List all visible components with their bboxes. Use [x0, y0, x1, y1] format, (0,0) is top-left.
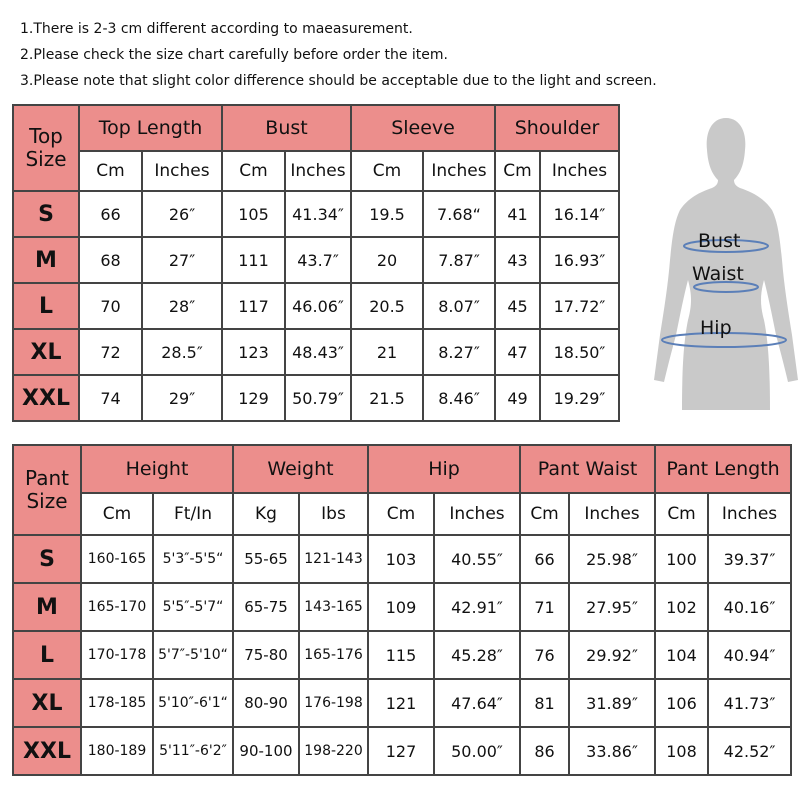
cell: 18.50″	[540, 329, 619, 375]
size-label: S	[13, 535, 81, 583]
cell: 21.5	[351, 375, 423, 421]
cell: 47.64″	[434, 679, 520, 727]
cell: 16.93″	[540, 237, 619, 283]
cell: 45	[495, 283, 540, 329]
cell: 20	[351, 237, 423, 283]
unit-cell: Cm	[222, 151, 285, 191]
cell: 74	[79, 375, 142, 421]
cell: 7.68“	[423, 191, 495, 237]
cell: 121-143	[299, 535, 368, 583]
figure-label-bust: Bust	[698, 230, 741, 252]
cell: 105	[222, 191, 285, 237]
table-row	[13, 283, 619, 329]
cell: 17.72″	[540, 283, 619, 329]
cell: 198-220	[299, 727, 368, 775]
unit-cell: Cm	[495, 151, 540, 191]
cell: 72	[79, 329, 142, 375]
cell: 86	[520, 727, 569, 775]
cell: 104	[655, 631, 708, 679]
cell: 31.89″	[569, 679, 655, 727]
table-row	[13, 237, 619, 283]
size-label: M	[13, 237, 79, 283]
cell: 5'11″-6'2″	[153, 727, 233, 775]
cell: 129	[222, 375, 285, 421]
note-1: 1.There is 2-3 cm different according to maeasurement.	[20, 21, 413, 37]
unit-cell: Inches	[423, 151, 495, 191]
size-label: XXL	[13, 727, 81, 775]
cell: 178-185	[81, 679, 153, 727]
header-hip: Hip	[368, 445, 520, 493]
cell: 160-165	[81, 535, 153, 583]
size-label: XL	[13, 679, 81, 727]
cell: 5'5″-5'7“	[153, 583, 233, 631]
cell: 28″	[142, 283, 222, 329]
table-row	[13, 583, 791, 631]
notes	[20, 16, 657, 94]
size-label: L	[13, 631, 81, 679]
header-shoulder: Shoulder	[495, 105, 619, 151]
cell: 28.5″	[142, 329, 222, 375]
top-size-corner	[13, 105, 79, 191]
cell: 39.37″	[708, 535, 791, 583]
corner-line-1: Top	[29, 124, 63, 148]
cell: 170-178	[81, 631, 153, 679]
cell: 41.34″	[285, 191, 351, 237]
cell: 5'7″-5'10“	[153, 631, 233, 679]
pant-size-corner	[13, 445, 81, 535]
cell: 41	[495, 191, 540, 237]
unit-cell: Kg	[233, 493, 299, 535]
cell: 108	[655, 727, 708, 775]
cell: 48.43″	[285, 329, 351, 375]
cell: 25.98″	[569, 535, 655, 583]
header-top-length: Top Length	[79, 105, 222, 151]
unit-cell: Inches	[708, 493, 791, 535]
cell: 29″	[142, 375, 222, 421]
unit-cell: Cm	[81, 493, 153, 535]
cell: 8.46″	[423, 375, 495, 421]
table-row	[13, 727, 791, 775]
cell: 19.29″	[540, 375, 619, 421]
cell: 102	[655, 583, 708, 631]
cell: 90-100	[233, 727, 299, 775]
cell: 106	[655, 679, 708, 727]
cell: 109	[368, 583, 434, 631]
corner-line-2: Size	[26, 489, 68, 513]
cell: 43.7″	[285, 237, 351, 283]
body-silhouette-icon	[652, 110, 800, 410]
cell: 16.14″	[540, 191, 619, 237]
cell: 19.5	[351, 191, 423, 237]
cell: 71	[520, 583, 569, 631]
cell: 27″	[142, 237, 222, 283]
cell: 68	[79, 237, 142, 283]
cell: 176-198	[299, 679, 368, 727]
table-row	[13, 535, 791, 583]
header-pant-waist: Pant Waist	[520, 445, 655, 493]
corner-line-2: Size	[25, 147, 67, 171]
cell: 111	[222, 237, 285, 283]
cell: 46.06″	[285, 283, 351, 329]
cell: 49	[495, 375, 540, 421]
cell: 80-90	[233, 679, 299, 727]
unit-cell: Inches	[569, 493, 655, 535]
cell: 5'3″-5'5“	[153, 535, 233, 583]
cell: 42.52″	[708, 727, 791, 775]
cell: 165-170	[81, 583, 153, 631]
cell: 47	[495, 329, 540, 375]
cell: 180-189	[81, 727, 153, 775]
header-pant-length: Pant Length	[655, 445, 791, 493]
unit-cell: Inches	[540, 151, 619, 191]
unit-cell: Inches	[434, 493, 520, 535]
cell: 40.55″	[434, 535, 520, 583]
cell: 103	[368, 535, 434, 583]
header-bust: Bust	[222, 105, 351, 151]
cell: 127	[368, 727, 434, 775]
cell: 45.28″	[434, 631, 520, 679]
cell: 8.07″	[423, 283, 495, 329]
header-weight: Weight	[233, 445, 368, 493]
cell: 42.91″	[434, 583, 520, 631]
table-row	[13, 375, 619, 421]
figure-label-waist: Waist	[692, 263, 744, 285]
cell: 65-75	[233, 583, 299, 631]
cell: 27.95″	[569, 583, 655, 631]
cell: 41.73″	[708, 679, 791, 727]
header-height: Height	[81, 445, 233, 493]
unit-cell: Cm	[368, 493, 434, 535]
table-row	[13, 329, 619, 375]
cell: 33.86″	[569, 727, 655, 775]
cell: 40.94″	[708, 631, 791, 679]
cell: 165-176	[299, 631, 368, 679]
unit-cell: Ft/In	[153, 493, 233, 535]
size-label: S	[13, 191, 79, 237]
cell: 43	[495, 237, 540, 283]
unit-cell: Cm	[79, 151, 142, 191]
unit-cell: Cm	[655, 493, 708, 535]
size-label: XXL	[13, 375, 79, 421]
cell: 123	[222, 329, 285, 375]
cell: 5'10″-6'1“	[153, 679, 233, 727]
unit-row	[13, 493, 791, 535]
cell: 66	[520, 535, 569, 583]
cell: 75-80	[233, 631, 299, 679]
body-measurement-figure	[652, 110, 800, 410]
cell: 143-165	[299, 583, 368, 631]
size-label: XL	[13, 329, 79, 375]
unit-cell: Cm	[351, 151, 423, 191]
cell: 8.27″	[423, 329, 495, 375]
unit-cell: Inches	[285, 151, 351, 191]
cell: 40.16″	[708, 583, 791, 631]
table-row	[13, 679, 791, 727]
size-label: L	[13, 283, 79, 329]
note-2: 2.Please check the size chart carefully before order the item.	[20, 47, 448, 63]
unit-cell: Cm	[520, 493, 569, 535]
cell: 81	[520, 679, 569, 727]
header-sleeve: Sleeve	[351, 105, 495, 151]
cell: 55-65	[233, 535, 299, 583]
unit-row	[13, 151, 619, 191]
figure-label-hip: Hip	[700, 317, 732, 339]
cell: 26″	[142, 191, 222, 237]
corner-line-1: Pant	[25, 466, 69, 490]
cell: 7.87″	[423, 237, 495, 283]
cell: 21	[351, 329, 423, 375]
cell: 66	[79, 191, 142, 237]
unit-cell: Ibs	[299, 493, 368, 535]
cell: 76	[520, 631, 569, 679]
cell: 117	[222, 283, 285, 329]
size-label: M	[13, 583, 81, 631]
pant-size-table	[12, 444, 792, 776]
cell: 70	[79, 283, 142, 329]
unit-cell: Inches	[142, 151, 222, 191]
table-row	[13, 191, 619, 237]
cell: 100	[655, 535, 708, 583]
note-3: 3.Please note that slight color difference should be acceptable due to the light and screen.	[20, 73, 657, 89]
cell: 50.00″	[434, 727, 520, 775]
table-row	[13, 631, 791, 679]
cell: 115	[368, 631, 434, 679]
cell: 121	[368, 679, 434, 727]
top-size-table	[12, 104, 620, 422]
cell: 50.79″	[285, 375, 351, 421]
cell: 29.92″	[569, 631, 655, 679]
cell: 20.5	[351, 283, 423, 329]
